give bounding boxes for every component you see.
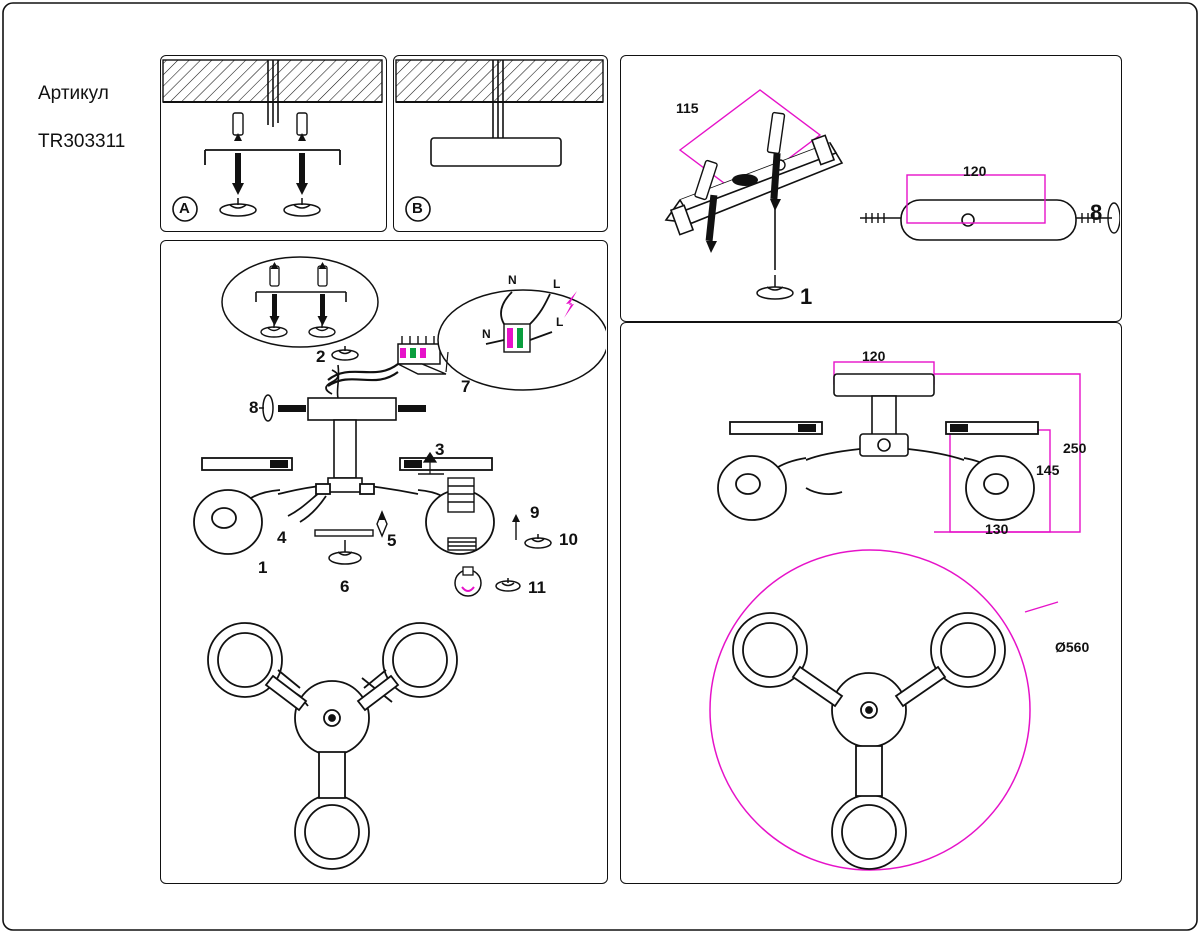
callout-3: 3 <box>435 440 445 459</box>
callout-2: 2 <box>316 347 326 366</box>
dim-120-canopy: 120 <box>963 163 987 179</box>
exploded-graphics <box>160 240 606 882</box>
badge-a-text: A <box>179 200 190 217</box>
bracket-graphics <box>620 55 1120 320</box>
badge-b-text: B <box>412 200 423 217</box>
dimension-graphics <box>620 322 1120 882</box>
callout-8-right: 8 <box>1090 200 1103 225</box>
dim-115: 115 <box>676 100 699 116</box>
callout-11: 11 <box>528 578 546 597</box>
article-title <box>38 58 125 154</box>
callout-4: 4 <box>277 528 287 547</box>
callout-5: 5 <box>387 531 397 550</box>
dim-120-plate: 120 <box>862 348 886 364</box>
callout-8-left: 8 <box>249 398 259 417</box>
callout-6: 6 <box>340 577 350 596</box>
dim-130: 130 <box>985 521 1009 537</box>
callout-9: 9 <box>530 503 540 522</box>
svg-text:N: N <box>508 273 517 287</box>
dim-145: 145 <box>1036 462 1060 478</box>
callout-1-left: 1 <box>258 558 268 577</box>
article-code: TR303311 <box>38 131 126 152</box>
callout-3-leader <box>410 448 450 478</box>
callout-10: 10 <box>559 530 578 549</box>
callout-7: 7 <box>461 377 471 396</box>
dim-diameter: Ø560 <box>1055 639 1090 655</box>
svg-text:N: N <box>482 327 491 341</box>
svg-text:L: L <box>556 315 564 329</box>
svg-text:L: L <box>553 277 561 291</box>
dim-250: 250 <box>1063 440 1087 456</box>
callout-1-right: 1 <box>800 284 813 309</box>
article-label: Артикул <box>38 83 109 104</box>
